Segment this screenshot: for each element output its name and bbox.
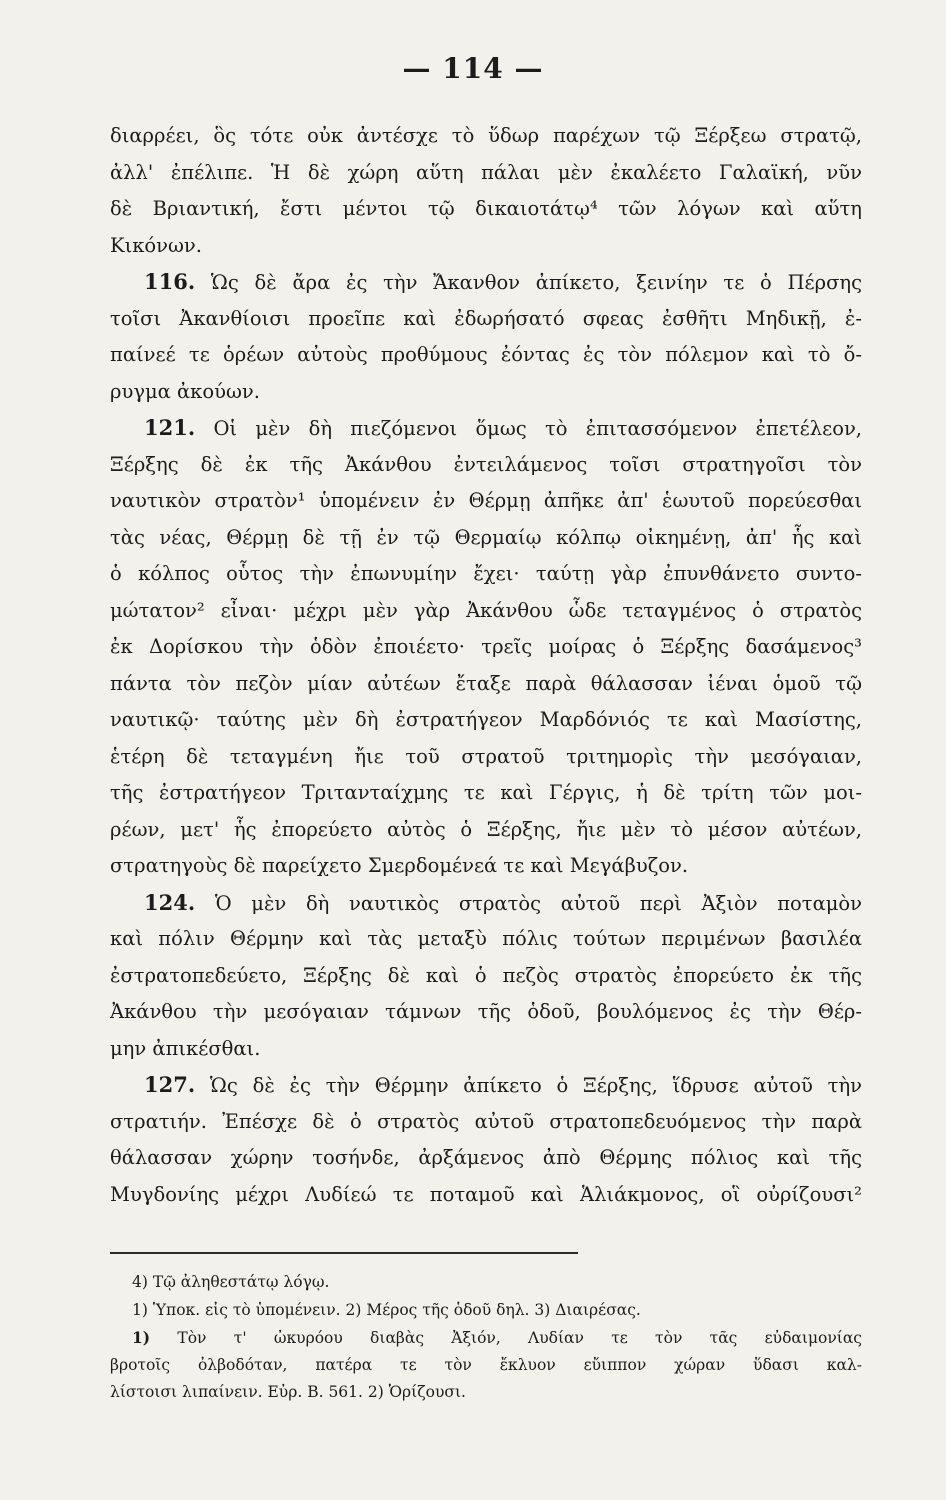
- section-number: 127.: [144, 1072, 196, 1097]
- text-line: [110, 556, 862, 593]
- footnote-separator: [110, 1252, 578, 1254]
- footnote-line: [132, 1269, 862, 1297]
- text-line: [110, 155, 862, 192]
- text-line: [110, 483, 862, 520]
- line-text: Ξέρξης δὲ ἐκ τῆς Ἀκάνθου ἐντειλάμενος τοῖσι στρατηγοῖσι τὸν: [110, 452, 862, 476]
- text-line: [110, 447, 862, 484]
- footnote-text: βροτοῖς ὀλβοδόταν, πατέρα τε τὸν ἔκλυον εὔιππον χώραν ὕδασι καλ-: [110, 1355, 862, 1374]
- line-text: ἐστρατοπεδεύετο, Ξέρξης δὲ καὶ ὁ πεζὸς στρατὸς ἐπορεύετο ἐκ τῆς: [110, 963, 862, 987]
- footnote-line: [132, 1324, 862, 1352]
- text-line: [110, 775, 862, 812]
- text-line: [110, 1140, 862, 1177]
- line-text: διαρρέει, ὃς τότε οὐκ ἀντέσχε τὸ ὕδωρ παρέχων τῷ Ξέρξεω στρατῷ,: [110, 124, 862, 147]
- text-line: [110, 301, 862, 338]
- footnote-text: Τῷ ἀληθεστάτῳ λόγῳ.: [152, 1273, 330, 1291]
- text-line: [110, 410, 862, 447]
- line-text: Ὁ μὲν δὴ ναυτικὸς στρατὸς αὐτοῦ περὶ Ἀξιὸν ποταμὸν: [214, 891, 862, 915]
- footnote-number: 1): [132, 1300, 148, 1319]
- footnotes: [110, 1263, 862, 1407]
- line-text: μώτατον² εἶναι· μέχρι μὲν γὰρ Ἀκάνθου ὧδε τεταγμένος ὁ στρατὸς: [110, 598, 862, 622]
- text-line: [110, 958, 862, 995]
- line-text: μην ἀπικέσθαι.: [110, 1036, 261, 1060]
- line-text: ναυτικὸν στρατὸν¹ ὑπομένειν ἐν Θέρμῃ ἀπῆκε ἀπ' ἑωυτοῦ πορεύεσθαι: [110, 489, 862, 512]
- text-line: [110, 1177, 862, 1214]
- line-text: Οἱ μὲν δὴ πιεζόμενοι ὅμως τὸ ἐπιτασσόμενον ἐπετέλεον,: [213, 417, 862, 440]
- footnote-line: [110, 1352, 862, 1380]
- text-line: [110, 739, 862, 776]
- text-line: [110, 191, 862, 228]
- line-text: Μυγδονίης μέχρι Λυδίεώ τε ποταμοῦ καὶ Ἁλιάκμονος, οἳ οὐρίζουσι²: [110, 1182, 862, 1206]
- line-text: ρέων, μετ' ἧς ἐπορεύετο αὐτὸς ὁ Ξέρξης, ἤιε μὲν τὸ μέσον αὐτέων,: [110, 817, 862, 841]
- footnote-line: [132, 1297, 862, 1325]
- text-line: [110, 118, 862, 155]
- text-line: [110, 666, 862, 703]
- text-line: [110, 264, 862, 301]
- line-text: καὶ πόλιν Θέρμην καὶ τὰς μεταξὺ πόλις τούτων περιμένων βασιλέα: [110, 927, 862, 950]
- line-text: τοῖσι Ἀκανθίοισι προεῖπε καὶ ἐδωρήσατό σφεας ἐσθῆτι Μηδικῇ, ἐ-: [110, 306, 862, 330]
- line-text: ρυγμα ἀκούων.: [110, 379, 260, 403]
- line-text: ἀλλ' ἐπέλιπε. Ἡ δὲ χώρη αὕτη πάλαι μὲν ἐκαλέετο Γαλαϊκή, νῦν: [110, 160, 862, 184]
- text-line: [110, 885, 862, 922]
- text-line: [110, 629, 862, 666]
- main-text: [110, 118, 862, 1213]
- text-line: [110, 520, 862, 557]
- line-text: στρατηγοὺς δὲ παρείχετο Σμερδομένεά τε καὶ Μεγάβυζον.: [110, 854, 689, 877]
- line-text: στρατιήν. Ἐπέσχε δὲ ὁ στρατὸς αὐτοῦ στρατοπεδευόμενος τὴν παρὰ: [110, 1109, 862, 1133]
- line-text: παίνεέ τε ὁρέων αὐτοὺς προθύμους ἐόντας ἐς τὸν πόλεμον καὶ τὸ ὄ-: [110, 343, 862, 366]
- line-text: Ὡς δὲ ἄρα ἐς τὴν Ἄκανθον ἀπίκετο, ξεινίην τε ὁ Πέρσης: [210, 271, 862, 294]
- line-text: Κικόνων.: [110, 233, 202, 257]
- line-text: Ἀκάνθου τὴν μεσόγαιαν τάμνων τῆς ὁδοῦ, βουλόμενος ἐς τὴν Θέρ-: [110, 1000, 862, 1023]
- section-number: 116.: [144, 269, 196, 294]
- footnote-line: [110, 1379, 862, 1407]
- line-text: ἑτέρη δὲ τεταγμένη ἤιε τοῦ στρατοῦ τριτημορὶς τὴν μεσόγαιαν,: [110, 744, 862, 768]
- text-line: [110, 994, 862, 1031]
- section-number: 124.: [144, 889, 196, 915]
- text-line: [110, 1104, 862, 1141]
- line-text: δὲ Βριαντική, ἔστι μέντοι τῷ δικαιοτάτῳ⁴ τῶν λόγων καὶ αὕτη: [110, 197, 862, 220]
- footnote-text: Ὑποκ. εἰς τὸ ὑπομένειν. 2) Μέρος τῆς ὁδοῦ δηλ. 3) Διαιρέσας.: [152, 1300, 641, 1319]
- text-line: [110, 702, 862, 739]
- footnote-number: 1): [132, 1328, 151, 1347]
- line-text: ἐκ Δορίσκου τὴν ὁδὸν ἐποιέετο· τρεῖς μοίρας ὁ Ξέρξης δασάμενος³: [110, 635, 862, 658]
- text-line: [110, 1067, 862, 1104]
- line-text: Ὡς δὲ ἐς τὴν Θέρμην ἀπίκετο ὁ Ξέρξης, ἵδρυσε αὐτοῦ τὴν: [209, 1074, 862, 1097]
- text-line: [110, 593, 862, 630]
- line-text: θάλασσαν χώρην τοσήνδε, ἀρξάμενος ἀπὸ Θέρμης πόλιος καὶ τῆς: [110, 1146, 862, 1169]
- line-text: ὁ κόλπος οὗτος τὴν ἐπωνυμίην ἔχει· ταύτῃ γὰρ ἐπυνθάνετο συντο-: [110, 562, 862, 585]
- section-number: 121.: [144, 415, 196, 440]
- footnote-number: 4): [132, 1273, 148, 1291]
- footnote-text: λίστοισι λιπαίνειν. Εὐρ. Β. 561. 2) Ὁρίζουσι.: [110, 1383, 466, 1401]
- line-text: τῆς ἐστρατήγεον Τριτανταίχμης τε καὶ Γέργις, ἡ δὲ τρίτη τῶν μοι-: [110, 781, 862, 804]
- text-line: [110, 921, 862, 958]
- line-text: ναυτικῷ· ταύτης μὲν δὴ ἐστρατήγεον Μαρδόνιός τε καὶ Μασίστης,: [110, 708, 862, 731]
- text-line: [110, 812, 862, 849]
- text-line: [110, 1031, 862, 1068]
- footnote-text: Τὸν τ' ὠκυρόου διαβὰς Ἀξιόν, Λυδίαν τε τὸν τᾶς εὐδαιμονίας: [177, 1329, 862, 1347]
- text-line: [110, 337, 862, 374]
- line-text: τὰς νέας, Θέρμῃ δὲ τῇ ἐν τῷ Θερμαίῳ κόλπῳ οἰκημένῃ, ἀπ' ἧς καὶ: [110, 525, 862, 549]
- text-line: [110, 374, 862, 411]
- text-line: [110, 848, 862, 885]
- text-line: [110, 228, 862, 265]
- page-number-header: — 114 —: [402, 52, 544, 85]
- line-text: πάντα τὸν πεζὸν μίαν αὐτέων ἔταξε παρὰ θάλασσαν ἰέναι ὁμοῦ τῷ: [110, 671, 862, 695]
